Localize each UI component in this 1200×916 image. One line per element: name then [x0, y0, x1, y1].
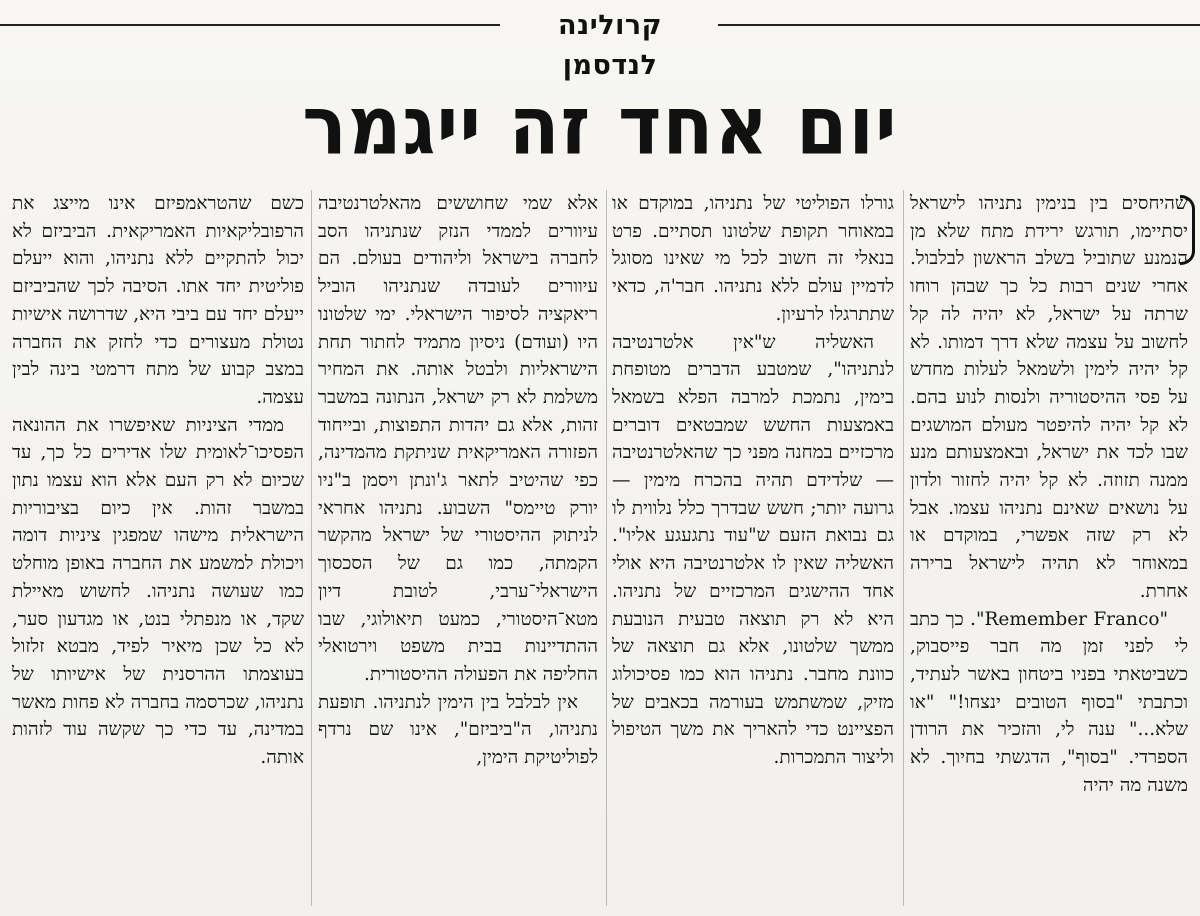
column-divider: [311, 190, 312, 906]
author-byline: קרולינה לנדסמן: [558, 10, 662, 81]
paragraph: כשם שהטראמפיזם אינו מייצג את הרפובליקאיות האמריקאית. הביביזם לא יכול להתקיים ללא נתניהו, והוא ייעלם פוליטית יחד אתו. הסיבה לכך שהביביזם ייעלם יחד עם ביבי היא, שדרושה אישיות נטולת מעצורים כדי לחזק את החברה במצב קבוע של מתח דרמטי בינה לבין עצמה.: [12, 193, 304, 408]
paragraph: גורלו הפוליטי של נתניהו, במוקדם או במאוחר תקופת שלטונו תסתיים. פרט בנאלי זה חשוב לכל מי שאינו מסוגל לדמיין עולם ללא נתניהו. חבר'ה, כדאי שתתרגלו לרעיון.: [612, 193, 894, 325]
column-divider: [606, 190, 607, 906]
article-column-4: [12, 190, 304, 906]
paragraph: אלא שמי שחוששים מהאלטרנטיבה עיוורים לממדי הנזק שנתניהו הסב לחברה בישראל וליהודים בעולם. הם עיוורים לעובדה שנתניהו הוביל ריאקציה לסיפור הישראלי. ימי שלטונו היו (ועודם) ניסיון מתמיד לחתור תחת הישראליות ולבטל אותה. את המחיר משלמת לא רק ישראל, הנתונה במשבר זהות, אלא גם יהדות התפוצות, ובייחוד הפזורה האמריקאית שניתקת מהמדינה, כפי שהיטיב לתאר ג'ונתן ויסמן ב"ניו יורק טיימס" השבוע. נתניהו אחראי לניתוק ההיסטורי של ישראל מהקשר הקמתה, כמו גם של הסכסוך הישראלי־ערבי, לטובת דיון מטא־היסטורי, כמעט תיאולוגי, שבו ההתדיינות בבית משפט וירטואלי החליפה את הפעולה ההיסטורית.: [318, 193, 598, 685]
paragraph: ממדי הציניות שאיפשרו את ההונאה הפסיכו־לאומית שלו אדירים כל כך, עד שכיום לא רק העם אלא הוא עצמו נתון במשבר זהות. אין כיום בציבוריות הישראלית מישהו שמפגין ציניות דומה ויכולת למשמע את החברה באופן מוחלט כמו שעושה נתניהו. לחשוש מאיילת שקד, או מנפתלי בנט, או מגדעון סער, לא כל שכן מיאיר לפיד, מבטא זלזול בעוצמתו ההרסנית של אישיותו של נתניהו, שכרסמה בחברה לא פחות מאשר במדינה, עד כדי כך שקשה עוד לזהות אותה.: [12, 414, 304, 769]
article-column-2: [612, 190, 894, 906]
article-column-3: [318, 190, 598, 906]
paragraph: האשליה ש"אין אלטרנטיבה לנתניהו", שמטבע הדברים מטופחת בימין, נתמכת למרבה הפלא בשמאל באמצעות החשש שמבטאים דוברים מרכזיים במחנה מפני כך שהאלטרנטיבה — שלדידם תהיה בהכרח מימין — גרועה יותר; חשש שבדרך כלל נלווית לו גם נבואת הזעם ש"עוד נתגעגע אליו". האשליה שאין לו אלטרנטיבה היא אולי אחד ההישגים המרכזיים של נתניהו. היא לא רק תוצאה טבעית הנובעת ממשך שלטונו, אלא גם תוצאה של כוונת מחבר. נתניהו הוא כמו פסיכולוג מזיק, שמשתמש בעורמה בכאבים של הפציינט כדי להאריך את משך הטיפול וליצור התמכרות.: [612, 331, 894, 769]
column-divider: [903, 190, 904, 906]
byline-bar: [0, 0, 1200, 81]
article-headline: יום אחד זה ייגמר: [302, 78, 898, 174]
byline-rule-right: [718, 24, 1200, 26]
paragraph: "Remember Franco". כך כתב לי לפני זמן מה חבר פייסבוק, כשביטאתי בפניו ביטחון באשר לעתיד, וכתבתי "בסוף הטובים ינצחו!" "או שלא..." ענה לי, והזכיר את הרודן הספרדי. "בסוף", הדגשתי בחיוך. לא משנה מה יהיה: [910, 608, 1188, 796]
paragraph: אין לבלבל בין הימין לנתניהו. תופעת נתניהו, ה"ביביזם", אינו שם נרדף לפוליטיקת הימין,: [318, 691, 598, 769]
byline-rule-left: [0, 24, 500, 26]
paragraph: שהיחסים בין בנימין נתניהו לישראל יסתיימו, תורגש ירידת מתח שלא מן הנמנע שתוביל בשלב הראשון לבלבול. אחרי שנים רבות כל כך שבהן רוחו שרתה על ישראל, לא יהיה לה קל לחשוב על עצמה שלא דרך דמותו. לא קל יהיה לימין ולשמאל לעלות מחדש על פסי ההיסטוריה ולנסות לנוע בהם. לא קל יהיה להיפטר מעולם המושגים שבו לכד את ישראל, ובאמצעותם מנע ממנה תזוזה. לא קל יהיה לחזור ולדון על נושאים שאינם נתניהו עצמו. אבל לא רק שזה אפשרי, במוקדם או במאוחר לא תהיה לישראל ברירה אחרת.: [910, 193, 1188, 602]
article-column-1: [910, 190, 1188, 906]
